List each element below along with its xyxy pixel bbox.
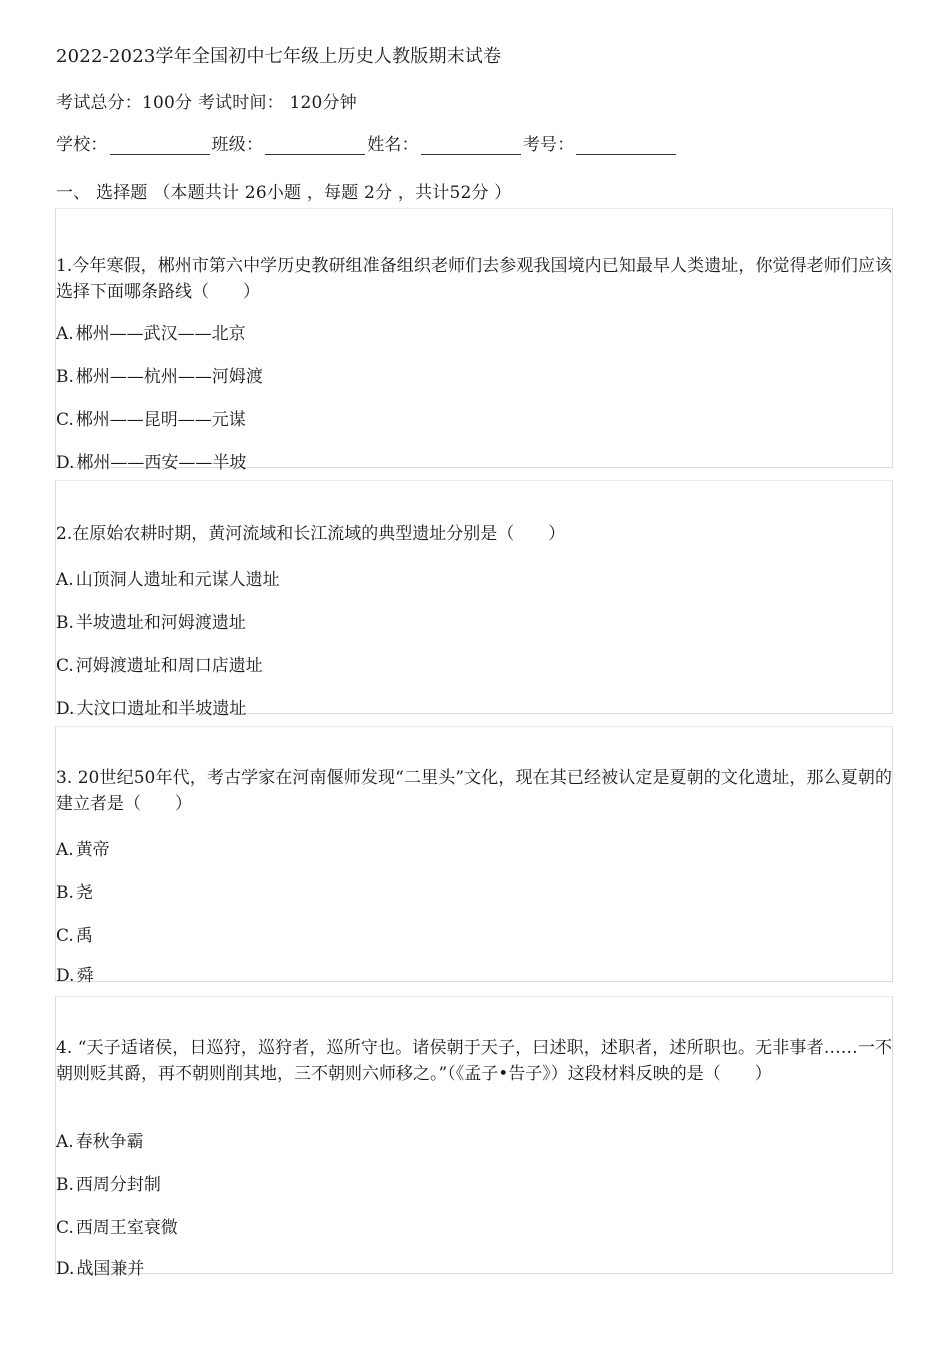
name-label: 姓名： — [367, 135, 419, 155]
option-key: B. — [56, 613, 74, 633]
option-a[interactable] — [56, 835, 110, 860]
option-key: A. — [56, 324, 74, 344]
option-key: D. — [56, 1259, 75, 1279]
option-text: 半坡遗址和河姆渡遗址 — [75, 613, 246, 633]
option-text: 西周分封制 — [75, 1175, 161, 1195]
exam-title: 2022-2023学年全国初中七年级上历史人教版期末试卷 — [56, 46, 502, 67]
option-text: 尧 — [75, 883, 93, 903]
option-key: C. — [56, 1218, 74, 1238]
option-text: 河姆渡遗址和周口店遗址 — [75, 656, 263, 676]
option-text: 郴州——杭州——河姆渡 — [75, 367, 263, 387]
option-text: 大汶口遗址和半坡遗址 — [76, 699, 247, 719]
option-c[interactable] — [56, 651, 263, 676]
option-d[interactable] — [56, 1254, 144, 1279]
option-d[interactable] — [56, 961, 93, 986]
option-key: C. — [56, 656, 74, 676]
option-b[interactable] — [56, 362, 263, 387]
option-key: B. — [56, 367, 74, 387]
option-text: 郴州——武汉——北京 — [75, 324, 246, 344]
question-block — [55, 726, 893, 986]
option-key: A. — [56, 1132, 74, 1152]
option-key: D. — [56, 699, 75, 719]
option-text: 山顶洞人遗址和元谋人遗址 — [75, 570, 280, 590]
option-key: C. — [56, 410, 74, 430]
option-text: 郴州——西安——半坡 — [76, 453, 247, 473]
option-key: A. — [56, 570, 74, 590]
option-a[interactable] — [56, 319, 246, 344]
exam-meta: 考试总分：100分 考试时间： 120分钟 — [56, 93, 357, 113]
option-key: D. — [56, 453, 75, 473]
option-text: 西周王室衰微 — [75, 1218, 178, 1238]
option-b[interactable] — [56, 878, 93, 903]
option-key: C. — [56, 926, 74, 946]
option-d[interactable] — [56, 448, 246, 473]
option-text: 黄帝 — [75, 840, 110, 860]
name-blank — [421, 136, 521, 155]
option-text: 郴州——昆明——元谋 — [75, 410, 246, 430]
option-text: 禹 — [75, 926, 93, 946]
option-key: A. — [56, 840, 74, 860]
option-a[interactable] — [56, 1127, 144, 1152]
option-text: 战国兼并 — [76, 1259, 145, 1279]
student-info-row — [56, 130, 678, 155]
option-text: 春秋争霸 — [75, 1132, 144, 1152]
question-block — [55, 208, 893, 473]
school-blank — [110, 136, 210, 155]
section-heading: 一、 选择题 （本题共计 26小题 ，每题 2分 ，共计52分 ） — [56, 183, 512, 203]
option-d[interactable] — [56, 694, 246, 719]
question-text: 3. 20世纪50年代，考古学家在河南偃师发现“二里头”文化，现在其已经被认定是夏朝的文化遗址，那么夏朝的建立者是（ ） — [56, 768, 892, 814]
question-text: 1.今年寒假，郴州市第六中学历史教研组准备组织老师们去参观我国境内已知最早人类遗址，你觉得老师们应该选择下面哪条路线（ ） — [56, 256, 892, 302]
class-blank — [265, 136, 365, 155]
option-key: B. — [56, 883, 74, 903]
option-c[interactable] — [56, 921, 93, 946]
option-text: 舜 — [76, 966, 94, 986]
option-key: D. — [56, 966, 75, 986]
question-text: 4. “天子适诸侯，日巡狩，巡狩者，巡所守也。诸侯朝于天子，曰述职，述职者，述所职也。无非事者……一不朝则贬其爵，再不朝则削其地，三不朝则六师移之。”（《孟子•告子》）这段材料反映的是（ ） — [56, 1038, 892, 1084]
number-blank — [576, 136, 676, 155]
question-block — [55, 480, 893, 719]
option-c[interactable] — [56, 405, 246, 430]
option-c[interactable] — [56, 1213, 178, 1238]
option-b[interactable] — [56, 1170, 161, 1195]
school-label: 学校： — [56, 135, 108, 155]
number-label: 考号： — [522, 135, 575, 155]
option-key: B. — [56, 1175, 74, 1195]
question-text: 2.在原始农耕时期，黄河流域和长江流域的典型遗址分别是（ ） — [56, 524, 566, 544]
option-a[interactable] — [56, 565, 280, 590]
question-block — [55, 996, 893, 1279]
option-b[interactable] — [56, 608, 246, 633]
class-label: 班级： — [211, 135, 264, 155]
